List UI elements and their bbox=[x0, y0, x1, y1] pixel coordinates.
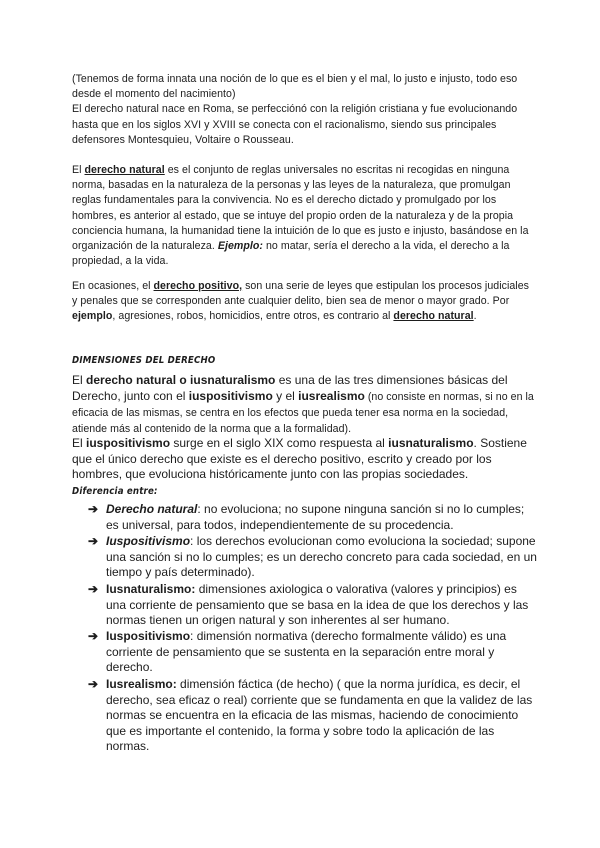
intro-line-2: El derecho natural nace en Roma, se perfecciónó con la religión cristiana y fue evolucionando hasta que en los siglos XVI y XVIII se conecta con el racionalismo, siendo sus principales defensores Montesquieu, Voltaire o Rousseau. bbox=[72, 103, 518, 146]
bullet-text: : dimensión normativa (derecho formalmente válido) es una corriente de pensamiento que se sustenta en la separación entre moral y derecho. bbox=[106, 629, 507, 675]
bullet-term: Iusnaturalismo: bbox=[106, 582, 196, 596]
text: El bbox=[72, 164, 85, 176]
bullet-text: dimensiones axiologica o valorativa (valores y principios) es una corriente de pensamiento que se basa en la idea de que los derechos y las normas tienen un origen natural y son inherentes al ser humano. bbox=[106, 582, 529, 628]
term-iuspositivismo-2: iuspositivismo bbox=[86, 436, 171, 450]
bullet-term: Iuspositivismo bbox=[106, 534, 191, 548]
text-small: (no consiste en normas, si no en la eficacia de las mismas, se centra en los efectos que pueda tener esa norma en la sociedad, atiende más al contenido de la norma que a la formalidad). bbox=[72, 390, 534, 435]
intro-block bbox=[72, 72, 534, 148]
term-derecho-positivo: derecho positivo, bbox=[153, 280, 243, 292]
text: El bbox=[72, 373, 87, 387]
bullet-term: Iuspositivismo bbox=[106, 629, 191, 643]
arrow-icon: ➔ bbox=[88, 629, 99, 643]
text: no matar, sería el derecho a la vida, el derecho a la propiedad, a la vida. bbox=[72, 240, 510, 268]
text: El bbox=[72, 436, 87, 450]
intro-line-1: (Tenemos de forma innata una noción de lo que es el bien y el mal, lo justo e injusto, todo eso desde el momento del nacimiento) bbox=[72, 73, 518, 101]
term-iusnaturalismo-2: iusnaturalismo bbox=[388, 436, 474, 450]
bullet-text: : no evoluciona; no supone ninguna sanción si no lo cumples; es universal, para todos, independientemente de su procedencia. bbox=[106, 502, 525, 532]
bullet-text: : los derechos evolucionan como evoluciona la sociedad; supone una sanción si no lo cumples; es un derecho concreto para cada sociedad, en un tiempo y país determinado). bbox=[106, 534, 537, 580]
term-derecho-natural: derecho natural bbox=[84, 164, 165, 176]
text: , agresiones, robos, homicidios, entre otros, es contrario al bbox=[112, 310, 394, 323]
text: . Sostiene que el único derecho que existe es el derecho positivo, escrito y creado por los hombres, que evoluciona históricamente junto con las propias sociedades. bbox=[72, 436, 527, 482]
text: es el conjunto de reglas universales no escritas ni recogidas en ninguna norma, basadas en la naturaleza de la personas y las leyes de la naturaleza, que promulgan reglas fundamentales para la convivencia. No es el derecho dictado y promulgado por los hombres, es anterior al estado, que se intuye del propio orden de la naturaleza y de la propia conciencia humana, la humanidad tiene la intuición de lo que es justo e injusto, basándose en la organización de la naturaleza. bbox=[72, 164, 529, 253]
paragraph-derecho-positivo bbox=[72, 279, 534, 325]
bullet-term: Derecho natural bbox=[106, 502, 198, 516]
paragraph-derecho-natural bbox=[72, 163, 534, 269]
arrow-icon: ➔ bbox=[88, 677, 99, 691]
arrow-icon: ➔ bbox=[88, 534, 99, 548]
text: son una serie de leyes que estipulan los procesos judiciales y penales que se corresponden ante cualquier delito, bien sea de menor o mayor grado. Por bbox=[72, 280, 529, 308]
term-iusnaturalismo: derecho natural o iusnaturalismo bbox=[86, 373, 276, 387]
example-label: Ejemplo: bbox=[217, 240, 263, 253]
text: En ocasiones, el bbox=[72, 280, 154, 292]
term-derecho-natural-2: derecho natural bbox=[393, 310, 474, 323]
term-ejemplo: ejemplo bbox=[72, 310, 113, 323]
text: es una de las tres dimensiones básicas del Derecho, junto con el bbox=[72, 373, 508, 403]
term-iuspositivismo: iuspositivismo bbox=[188, 388, 273, 403]
heading-dimensiones: DIMENSIONES DEL DERECHO bbox=[72, 355, 216, 366]
paragraph-iuspositivismo bbox=[72, 436, 534, 483]
text: . bbox=[473, 310, 477, 323]
bullet-term: Iusrealismo: bbox=[106, 677, 177, 691]
text: y el bbox=[272, 388, 299, 403]
arrow-icon: ➔ bbox=[88, 502, 99, 516]
heading-diferencia: Diferencia entre: bbox=[72, 486, 158, 497]
arrow-icon: ➔ bbox=[88, 582, 99, 596]
term-iusrealismo: iusrealismo bbox=[298, 388, 365, 403]
bullet-text: dimensión fáctica (de hecho) ( que la norma jurídica, es decir, el derecho, sea eficaz o real) corriente que se fundamenta en que la validez de las normas se encuentra en la eficacia de las mismas, haciendo de conocimiento que es importante el contenido, la forma y sobre todo la aplicación de las normas. bbox=[106, 677, 533, 754]
text: surge en el siglo XIX como respuesta al bbox=[170, 436, 389, 450]
paragraph-dimensiones bbox=[72, 373, 534, 437]
